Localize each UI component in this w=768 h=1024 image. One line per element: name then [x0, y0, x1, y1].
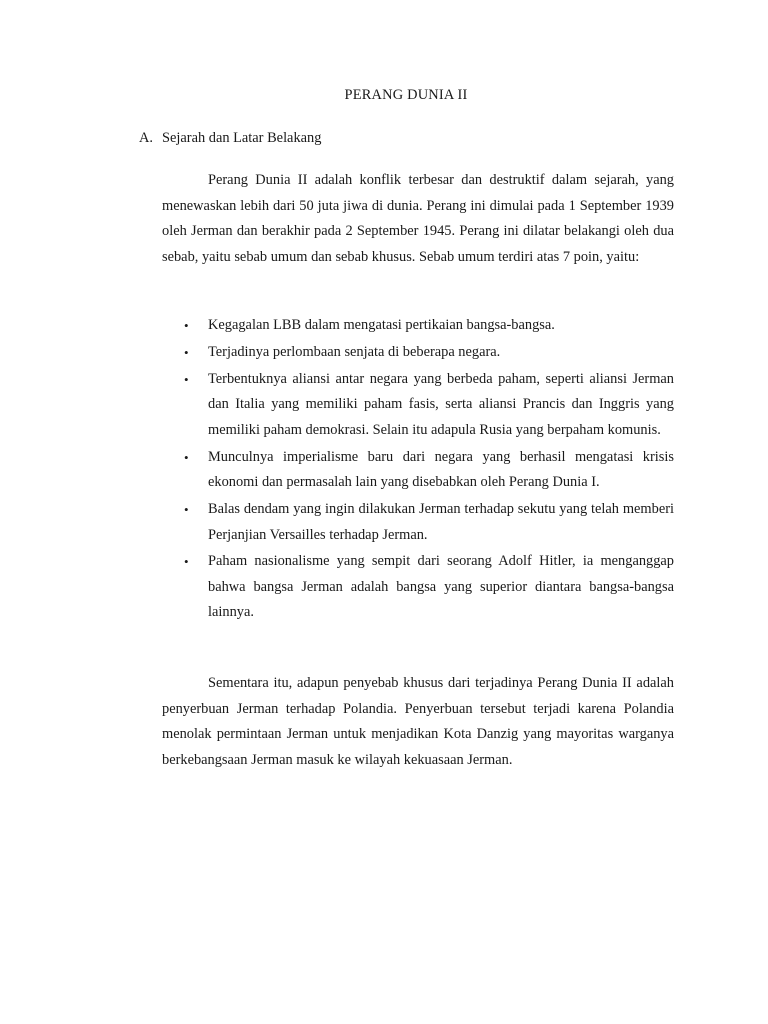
section-heading-text: Sejarah dan Latar Belakang	[162, 130, 322, 146]
list-item	[162, 340, 674, 366]
bullet-icon: •	[184, 344, 189, 360]
bullet-icon: •	[184, 449, 189, 465]
list-item-text: Terbentuknya aliansi antar negara yang berbeda paham, seperti aliansi Jerman dan Italia yang memiliki paham fasis, serta aliansi Prancis dan Inggris yang memiliki paham demokrasi. Selain itu adapula Rusia yang berpaham komunis.	[208, 370, 674, 438]
list-item-text: Paham nasionalisme yang sempit dari seorang Adolf Hitler, ia menganggap bahwa bangsa Jerman adalah bangsa yang superior diantara bangsa-bangsa lainnya.	[208, 553, 674, 621]
bullet-icon: •	[184, 554, 189, 570]
bullet-icon: •	[184, 501, 189, 517]
section-letter: A.	[139, 130, 153, 146]
bullet-icon: •	[184, 371, 189, 387]
list-item-text: Terjadinya perlombaan senjata di beberapa negara.	[208, 343, 501, 360]
intro-paragraph: Perang Dunia II adalah konflik terbesar dan destruktif dalam sejarah, yang menewaskan lebih dari 50 juta jiwa di dunia. Perang ini dimulai pada 1 September 1939 oleh Jerman dan berakhir pada 2 September 1945. Perang ini dilatar belakangi oleh dua sebab, yaitu sebab umum dan sebab khusus. Sebab umum terdiri atas 7 poin, yaitu:	[162, 172, 674, 265]
bullet-list	[162, 313, 674, 627]
list-item	[162, 497, 674, 548]
list-item	[162, 445, 674, 496]
list-item	[162, 313, 674, 339]
list-item	[162, 367, 674, 444]
bullet-icon: •	[184, 318, 189, 333]
closing-paragraph: Sementara itu, adapun penyebab khusus dari terjadinya Perang Dunia II adalah penyerbuan Jerman terhadap Polandia. Penyerbuan tersebut terjadi karena Polandia menolak permintaan Jerman untuk menjadikan Kota Danzig yang mayoritas warganya berkebangsaan Jerman masuk ke wilayah kekuasaan Jerman.	[162, 675, 674, 768]
list-item	[162, 549, 674, 626]
list-item-text: Balas dendam yang ingin dilakukan Jerman terhadap sekutu yang telah memberi Perjanjian Versailles terhadap Jerman.	[208, 500, 674, 543]
section-heading	[139, 130, 321, 147]
list-item-text: Kegagalan LBB dalam mengatasi pertikaian bangsa-bangsa.	[208, 317, 555, 333]
page-title: PERANG DUNIA II	[344, 87, 468, 103]
list-item-text: Munculnya imperialisme baru dari negara yang berhasil mengatasi krisis ekonomi dan permasalah lain yang disebabkan oleh Perang Dunia I.	[208, 448, 674, 491]
